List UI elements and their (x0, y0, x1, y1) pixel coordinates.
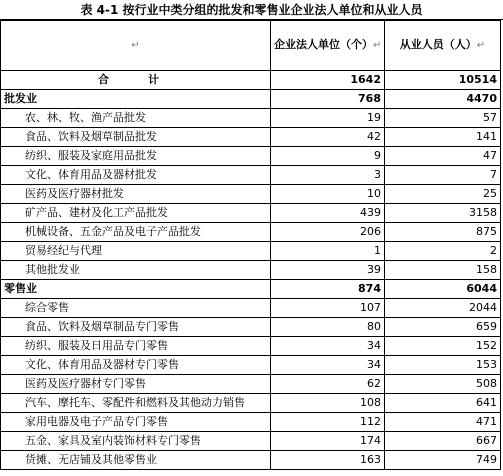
header-col-units-label: 企业法人单位（个） (274, 38, 373, 51)
row-workers-cell: 25 (385, 185, 501, 204)
row-units-cell: 62 (271, 375, 385, 394)
table-row (1, 337, 501, 356)
row-workers-cell: 152 (385, 337, 501, 356)
row-units-cell: 1642 (271, 71, 385, 90)
row-units-cell: 1 (271, 242, 385, 261)
row-name-cell: 机械设备、五金产品及电子产品批发 (1, 223, 271, 242)
row-workers-cell: 6044 (385, 280, 501, 299)
header-col-workers (385, 21, 501, 71)
row-units-cell: 9 (271, 147, 385, 166)
row-units-cell: 19 (271, 109, 385, 128)
table-row (1, 166, 501, 185)
row-units-cell: 34 (271, 356, 385, 375)
table-row (1, 356, 501, 375)
row-units-cell: 34 (271, 337, 385, 356)
row-units-cell: 439 (271, 204, 385, 223)
row-units-cell: 10 (271, 185, 385, 204)
table-row (1, 204, 501, 223)
row-name-cell: 货摊、无店铺及其他零售业 (1, 451, 271, 470)
return-mark-icon: ↵ (476, 40, 486, 51)
row-units-cell: 874 (271, 280, 385, 299)
return-mark-icon: ↵ (373, 40, 382, 51)
row-units-cell: 42 (271, 128, 385, 147)
row-workers-cell: 10514 (385, 71, 501, 90)
header-row (1, 21, 501, 71)
return-mark-icon: ↵ (131, 40, 140, 51)
table-row (1, 394, 501, 413)
row-workers-cell: 667 (385, 432, 501, 451)
table-row (1, 109, 501, 128)
row-name-cell: 纺织、服装及家庭用品批发 (1, 147, 271, 166)
row-workers-cell: 749 (385, 451, 501, 470)
table-row (1, 299, 501, 318)
row-units-cell: 3 (271, 166, 385, 185)
table-row (1, 261, 501, 280)
row-units-cell: 163 (271, 451, 385, 470)
row-workers-cell: 2 (385, 242, 501, 261)
row-name-cell: 食品、饮料及烟草制品批发 (1, 128, 271, 147)
row-workers-cell: 47 (385, 147, 501, 166)
row-name-cell: 纺织、服装及日用品专门零售 (1, 337, 271, 356)
table-row (1, 185, 501, 204)
row-name-cell: 农、林、牧、渔产品批发 (1, 109, 271, 128)
row-name-cell: 零售业 (1, 280, 271, 299)
category-row (1, 90, 501, 109)
row-name-cell: 贸易经纪与代理 (1, 242, 271, 261)
row-workers-cell: 471 (385, 413, 501, 432)
total-row (1, 71, 501, 90)
header-col-workers-label: 从业人员（人） (399, 38, 477, 51)
row-units-cell: 112 (271, 413, 385, 432)
row-workers-cell: 57 (385, 109, 501, 128)
row-units-cell: 174 (271, 432, 385, 451)
table-row (1, 432, 501, 451)
table-row (1, 318, 501, 337)
header-col-name (1, 21, 271, 71)
table-row (1, 375, 501, 394)
row-units-cell: 39 (271, 261, 385, 280)
row-name-cell: 综合零售 (1, 299, 271, 318)
row-name-cell: 矿产品、建材及化工产品批发 (1, 204, 271, 223)
category-row (1, 280, 501, 299)
row-workers-cell: 141 (385, 128, 501, 147)
row-name-cell: 文化、体育用品及器材专门零售 (1, 356, 271, 375)
row-workers-cell: 7 (385, 166, 501, 185)
row-workers-cell: 659 (385, 318, 501, 337)
row-name-cell: 医药及医疗器材批发 (1, 185, 271, 204)
row-name-cell: 文化、体育用品及器材批发 (1, 166, 271, 185)
row-name-cell: 汽车、摩托车、零配件和燃料及其他动力销售 (1, 394, 271, 413)
row-units-cell: 80 (271, 318, 385, 337)
row-units-cell: 107 (271, 299, 385, 318)
row-name-cell: 家用电器及电子产品专门零售 (1, 413, 271, 432)
table-row (1, 223, 501, 242)
row-name-cell: 五金、家具及室内装饰材料专门零售 (1, 432, 271, 451)
row-workers-cell: 2044 (385, 299, 501, 318)
row-units-cell: 206 (271, 223, 385, 242)
row-workers-cell: 158 (385, 261, 501, 280)
row-units-cell: 108 (271, 394, 385, 413)
row-workers-cell: 153 (385, 356, 501, 375)
row-name-cell: 其他批发业 (1, 261, 271, 280)
row-workers-cell: 508 (385, 375, 501, 394)
table-row (1, 413, 501, 432)
table-title: 表 4-1 按行业中类分组的批发和零售业企业法人单位和从业人员 (0, 0, 503, 20)
row-workers-cell: 4470 (385, 90, 501, 109)
table-row (1, 147, 501, 166)
row-units-cell: 768 (271, 90, 385, 109)
header-col-units (271, 21, 385, 71)
row-workers-cell: 641 (385, 394, 501, 413)
table-row (1, 242, 501, 261)
row-name-cell: 医药及医疗器材专门零售 (1, 375, 271, 394)
data-table (0, 20, 501, 470)
table-row (1, 451, 501, 470)
row-workers-cell: 3158 (385, 204, 501, 223)
row-name-cell: 食品、饮料及烟草制品专门零售 (1, 318, 271, 337)
table-row (1, 128, 501, 147)
row-workers-cell: 875 (385, 223, 501, 242)
row-name-cell: 批发业 (1, 90, 271, 109)
row-name-cell: 合 计 (1, 71, 271, 90)
